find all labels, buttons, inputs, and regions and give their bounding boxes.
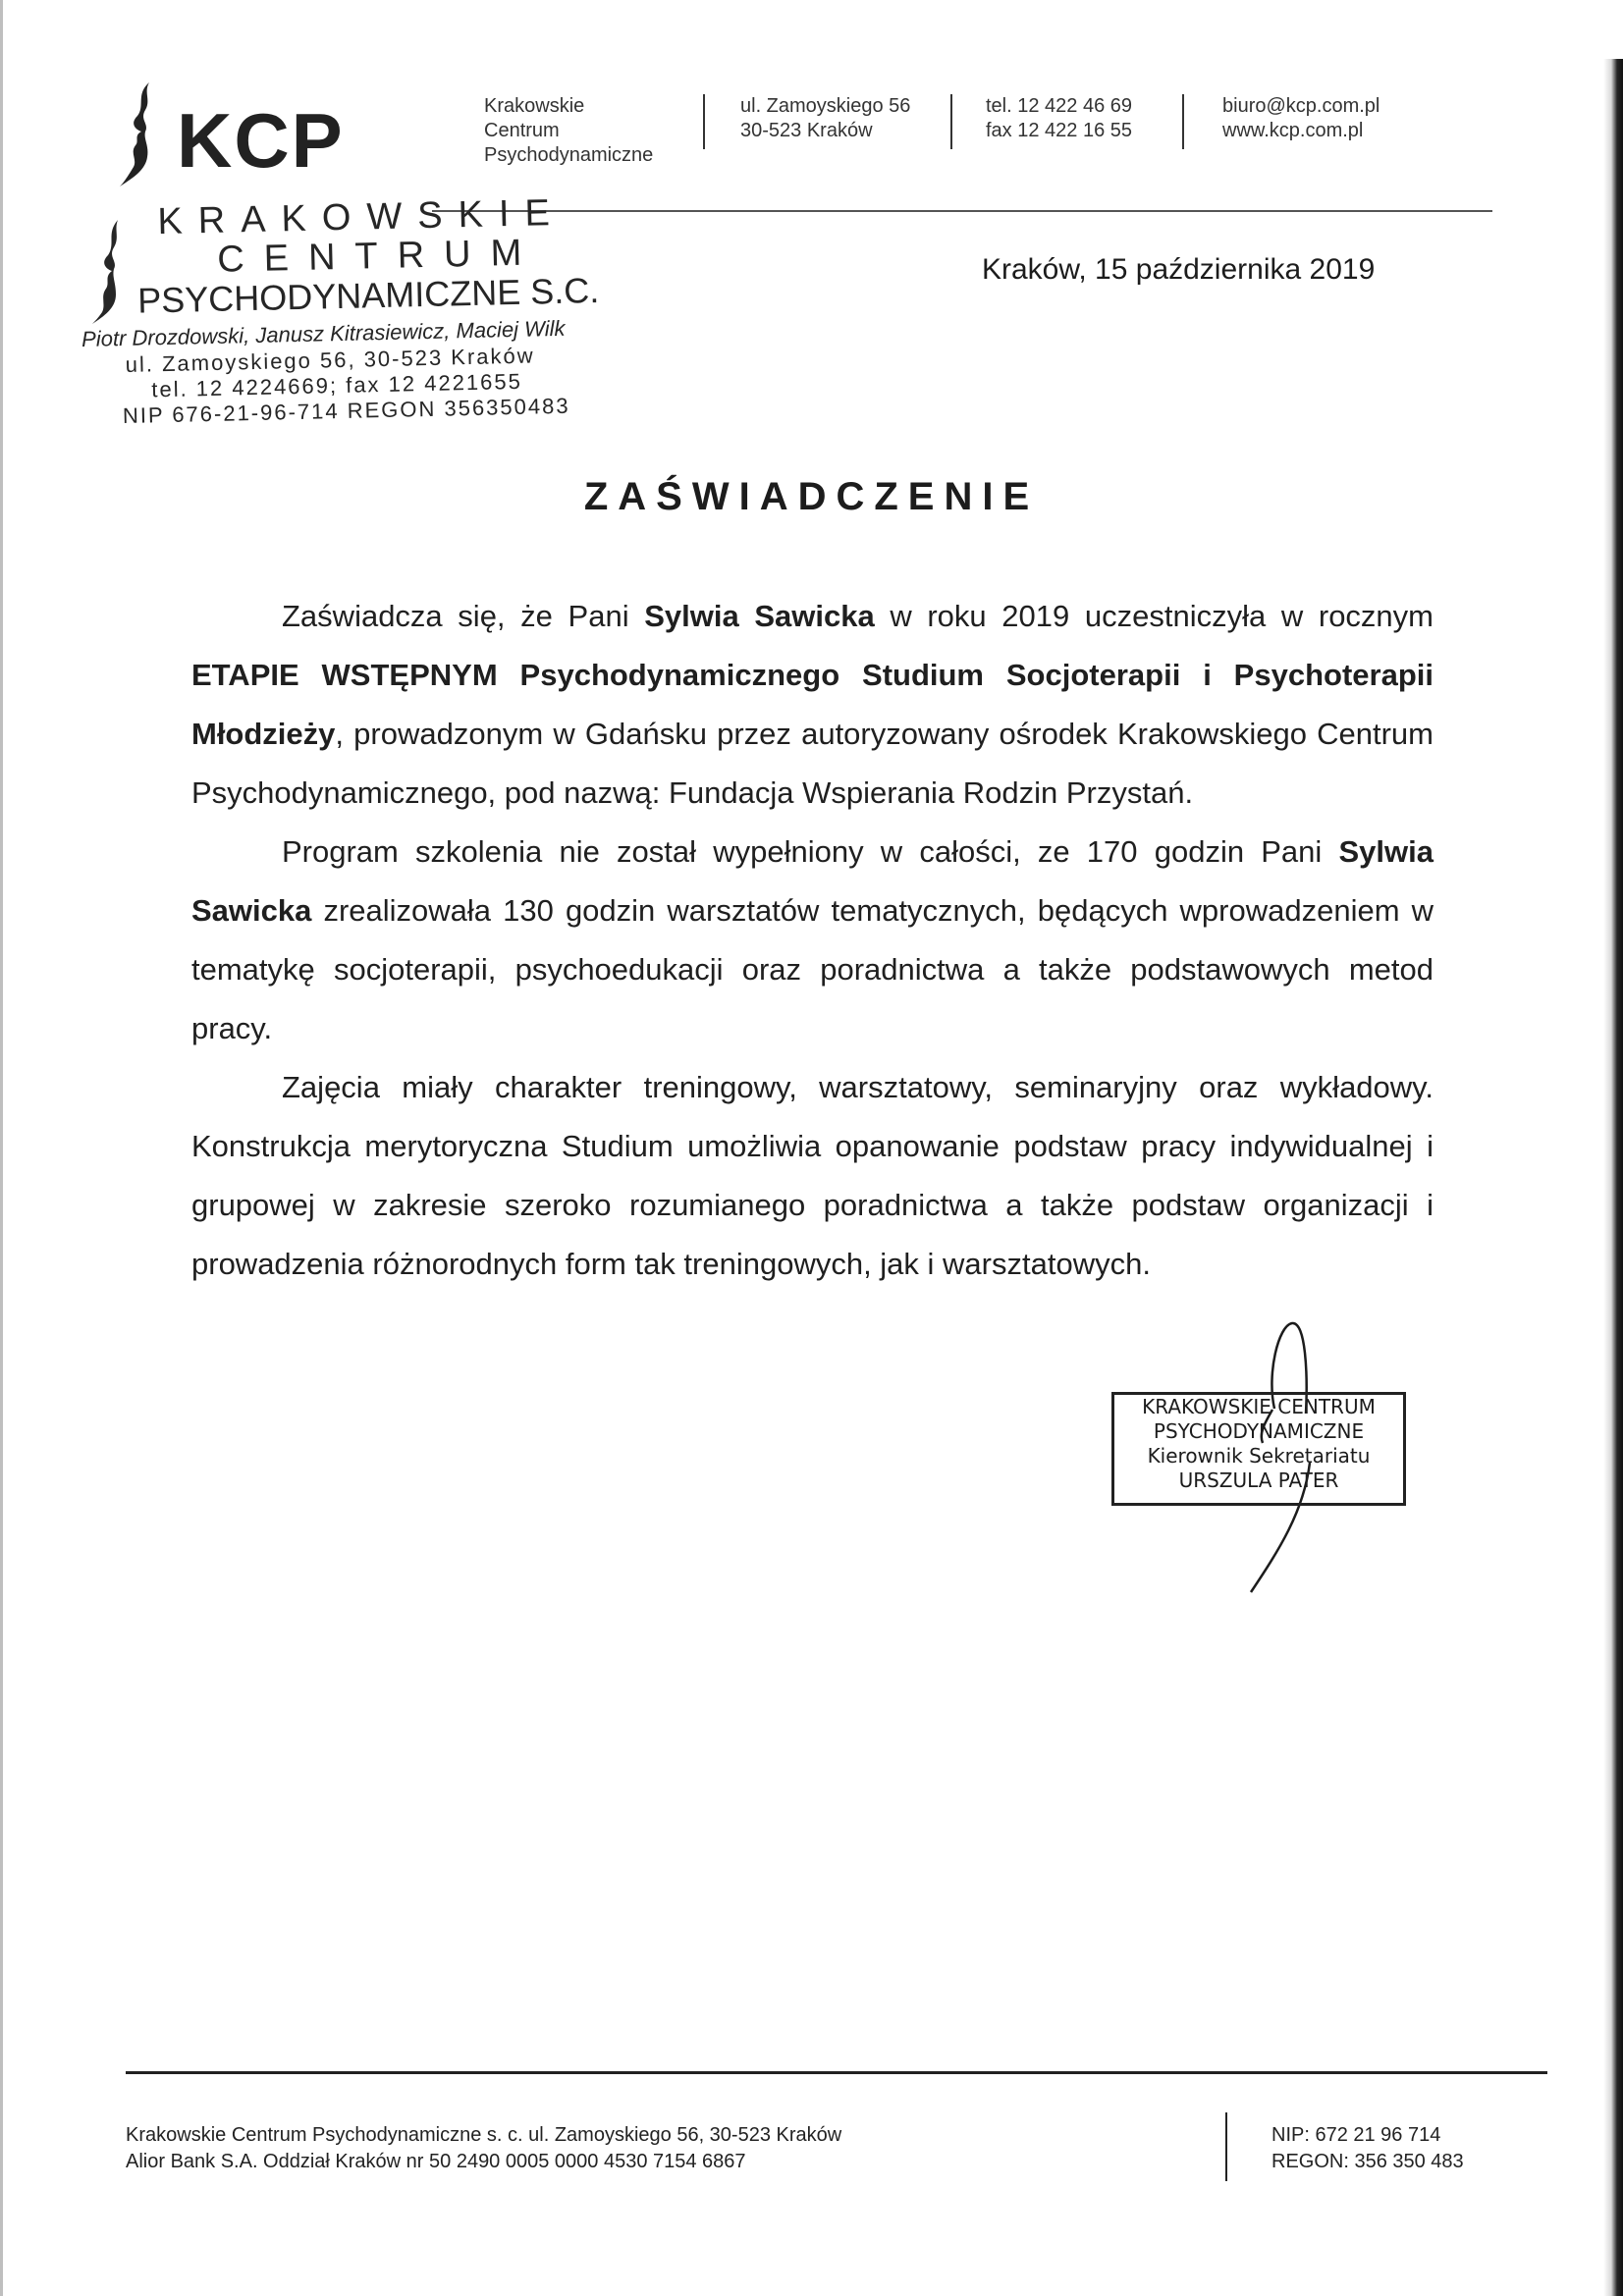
header-divider bbox=[950, 94, 952, 149]
company-stamp: KRAKOWSKIE CENTRUM PSYCHODYNAMICZNE S.C. Piotr Drozdowski, Janusz Kitrasiewicz, Maciej Wilk ul. Zamoyskiego 56, 30-523 Kraków tel. 12 4224669; fax 12 4221655 NIP 676-21-96-714 REGON 356350483 bbox=[81, 191, 600, 429]
footer-divider bbox=[1225, 2112, 1227, 2181]
footer-registry: NIP: 672 21 96 714 REGON: 356 350 483 bbox=[1271, 2124, 1464, 2172]
letterhead-address: ul. Zamoyskiego 56 30-523 Kraków bbox=[740, 95, 911, 141]
header-divider bbox=[703, 94, 705, 149]
paragraph-3: Zajęcia miały charakter treningowy, warsztatowy, seminaryjny oraz wykładowy. Konstrukcja merytoryczna Studium umożliwia opanowanie podstaw pracy indywidualnej i grupowej w zakresie szeroko rozumianego poradnictwa a także podstaw organizacji i prowadzenia różnorodnych form tak treningowych, jak i warsztatowych. bbox=[191, 1070, 1434, 1281]
paragraph-1: Zaświadcza się, że Pani Sylwia Sawicka w roku 2019 uczestniczyła w rocznym ETAPIE WSTĘPNYM Psychodynamicznego Studium Socjoterapii i Psychoterapii Młodzieży, prowadzonym w Gdańsku przez autoryzowany ośrodek Krakowskiego Centrum Psychodynamicznego, pod nazwą: Fundacja Wspierania Rodzin Przystań. bbox=[191, 599, 1434, 810]
kcp-logo: KCP bbox=[177, 97, 345, 184]
letterhead-name: Krakowskie Centrum Psychodynamiczne bbox=[484, 95, 654, 166]
scan-edge-right bbox=[1603, 59, 1623, 2296]
letterhead-phone: tel. 12 422 46 69 fax 12 422 16 55 bbox=[986, 95, 1133, 141]
document-date: Kraków, 15 października 2019 bbox=[982, 253, 1376, 286]
document-body bbox=[191, 587, 1434, 1294]
scan-edge-left bbox=[0, 0, 3, 2296]
footer-address: Krakowskie Centrum Psychodynamiczne s. c. ul. Zamoyskiego 56, 30-523 Kraków Alior Bank S.A. Oddział Kraków nr 50 2490 0005 0000 4530 7154 6867 bbox=[126, 2124, 842, 2172]
letterhead-contact: biuro@kcp.com.pl www.kcp.com.pl bbox=[1222, 95, 1380, 141]
paragraph-2: Program szkolenia nie został wypełniony w całości, ze 170 godzin Pani Sylwia Sawicka zrealizowała 130 godzin warsztatów tematycznych, będących wprowadzeniem w tematykę socjoterapii, psychoedukacji oraz poradnictwa a także podstawowych metod pracy. bbox=[191, 834, 1434, 1045]
document-title: ZAŚWIADCZENIE bbox=[583, 475, 1040, 518]
header-divider bbox=[1182, 94, 1184, 149]
footer-rule bbox=[126, 2071, 1547, 2074]
signature-stamp: KRAKOWSKIE CENTRUM PSYCHODYNAMICZNE Kierownik Sekretariatu URSZULA PATER bbox=[1111, 1392, 1406, 1506]
profile-logo-icon bbox=[116, 80, 167, 188]
